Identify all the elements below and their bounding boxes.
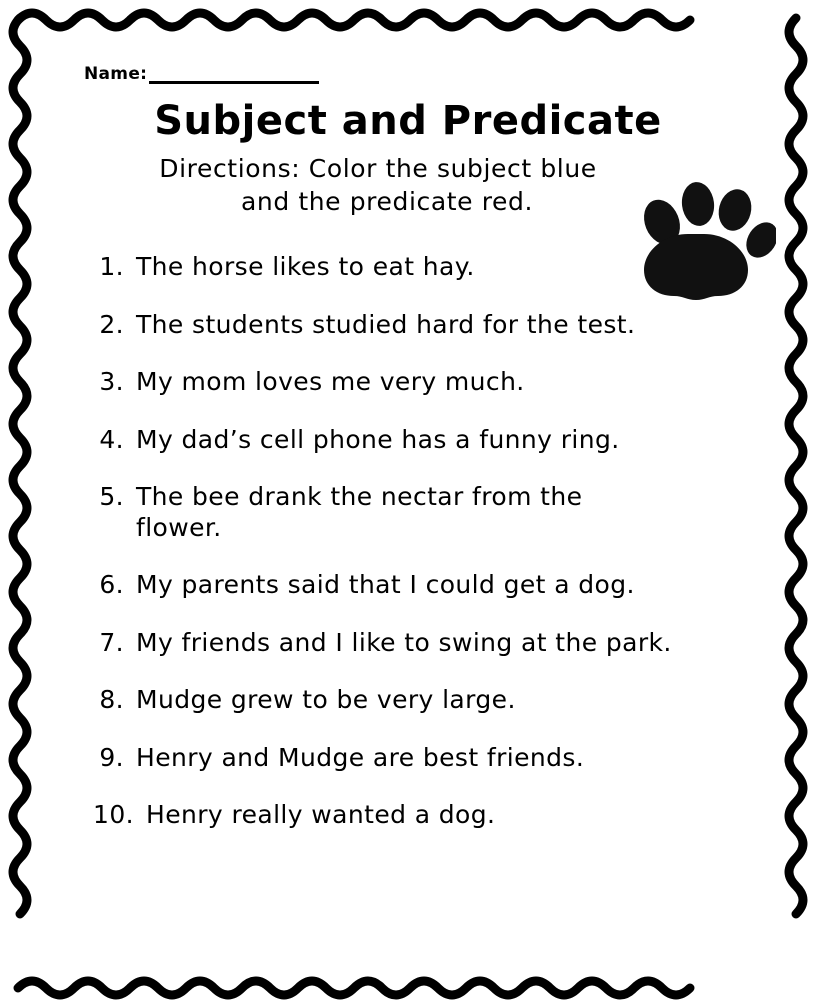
list-item[interactable] (90, 570, 750, 601)
sentence-list (90, 252, 750, 858)
item-number: 6. (99, 570, 124, 599)
list-item[interactable] (90, 743, 750, 774)
name-label: Name: (84, 64, 148, 84)
directions-line-2: and the predicate red. (240, 187, 534, 216)
directions-line-1: Directions: Color the subject blue (159, 154, 597, 183)
item-text: Mudge grew to be very large. (136, 685, 516, 714)
item-number: 8. (99, 685, 124, 714)
item-number: 4. (99, 424, 124, 454)
list-item[interactable] (90, 310, 750, 341)
name-input-blank[interactable] (149, 66, 319, 84)
item-text: Henry and Mudge are best friends. (136, 742, 585, 772)
item-number: 10. (93, 800, 134, 829)
item-text: Henry really wanted a dog. (146, 800, 496, 829)
list-item[interactable] (90, 482, 750, 543)
item-number: 3. (99, 367, 124, 396)
item-number: 9. (99, 742, 124, 772)
list-item[interactable] (90, 685, 750, 716)
list-item[interactable] (90, 252, 750, 283)
name-field-row (84, 64, 319, 84)
list-item[interactable] (90, 628, 750, 659)
directions-text (78, 152, 678, 218)
item-text: My friends and I like to swing at the park. (136, 627, 672, 657)
worksheet-content (48, 40, 768, 980)
item-text: The students studied hard for the test. (136, 309, 636, 339)
item-text: My dad’s cell phone has a funny ring. (136, 424, 620, 454)
item-number: 5. (99, 482, 124, 511)
list-item[interactable] (90, 425, 750, 456)
item-text: The horse likes to eat hay. (136, 252, 475, 281)
item-text: My mom loves me very much. (136, 367, 525, 396)
item-number: 2. (99, 309, 124, 339)
list-item[interactable] (90, 800, 750, 831)
page-title: Subject and Predicate (154, 98, 662, 144)
item-text: My parents said that I could get a dog. (136, 570, 635, 599)
list-item[interactable] (90, 367, 750, 398)
item-number: 1. (99, 252, 124, 281)
item-number: 7. (99, 627, 124, 657)
item-text: The bee drank the nectar from the flower. (136, 482, 583, 542)
